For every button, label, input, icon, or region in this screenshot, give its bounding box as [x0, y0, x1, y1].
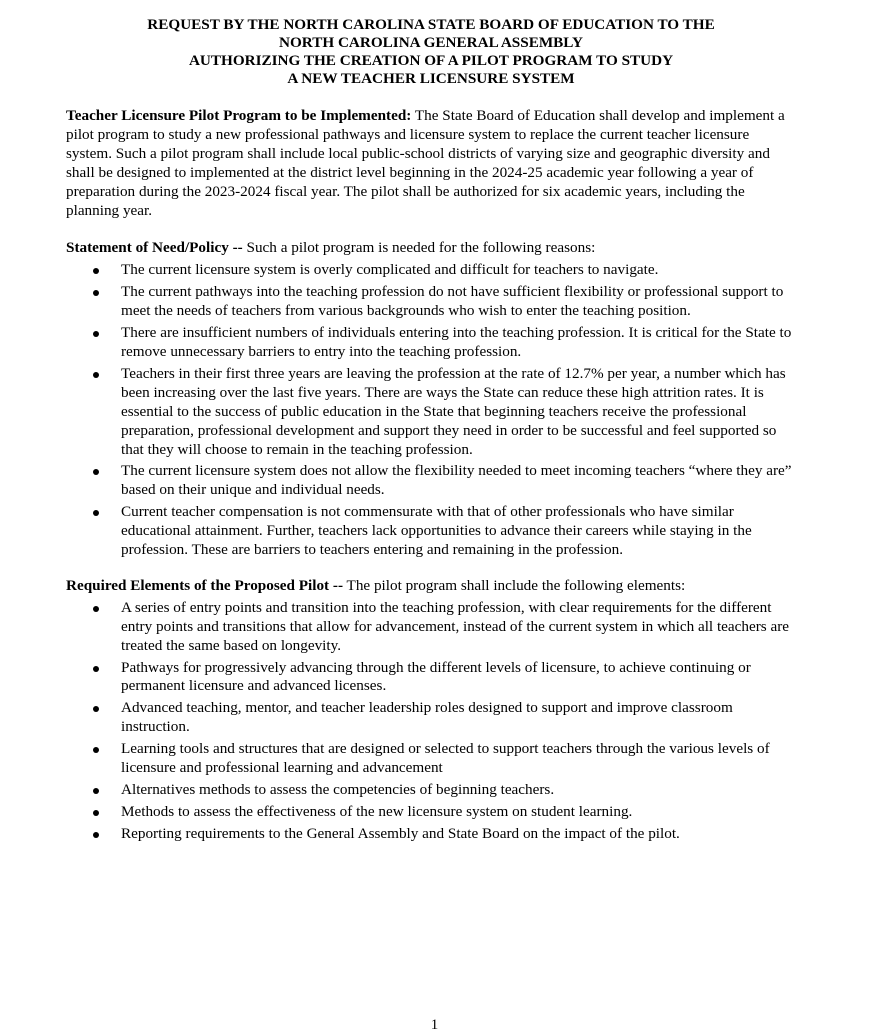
bullet-icon	[93, 268, 99, 274]
intro-lead: Teacher Licensure Pilot Program to be Implemented:	[66, 107, 412, 124]
list-item	[66, 462, 796, 500]
list-item-text: The current licensure system does not allow the flexibility needed to meet incoming teachers “where they are” based on their unique and individual needs.	[121, 462, 792, 499]
list-item	[66, 659, 796, 697]
list-item-text: Learning tools and structures that are designed or selected to support teachers through the various levels of licensure and professional learning and advancement	[121, 740, 770, 777]
bullet-icon	[93, 706, 99, 712]
title-line: A NEW TEACHER LICENSURE SYSTEM	[287, 70, 575, 87]
need-section	[66, 239, 796, 560]
list-item-text: The current pathways into the teaching profession do not have sufficient flexibility or professional support to meet the needs of teachers from various backgrounds who wish to enter the teaching position.	[121, 283, 784, 320]
bullet-icon	[93, 666, 99, 672]
list-item	[66, 740, 796, 778]
list-item-text: There are insufficient numbers of individuals entering into the teaching profession. It is critical for the State to remove unnecessary barriers to entry into the teaching profession.	[121, 324, 792, 360]
need-lead: Statement of Need/Policy --	[66, 239, 243, 257]
list-item-text: The current licensure system is overly complicated and difficult for teachers to navigate.	[121, 261, 659, 279]
list-item-text: Advanced teaching, mentor, and teacher leadership roles designed to support and improve classroom instruction.	[121, 699, 733, 736]
bullet-icon	[93, 832, 99, 838]
bullet-icon	[93, 810, 99, 816]
list-item	[66, 699, 796, 737]
elements-heading	[66, 577, 796, 596]
elements-list	[66, 599, 796, 844]
bullet-icon	[93, 747, 99, 753]
list-item	[66, 599, 796, 656]
need-intro-text: Such a pilot program is needed for the following reasons:	[242, 239, 596, 257]
bullet-icon	[93, 510, 99, 516]
list-item	[66, 324, 796, 362]
document-page	[66, 16, 796, 861]
elements-lead: Required Elements of the Proposed Pilot --	[66, 576, 344, 594]
elements-section	[66, 577, 796, 844]
list-item-text: Reporting requirements to the General Assembly and State Board on the impact of the pilot.	[121, 824, 680, 842]
list-item-text: Teachers in their first three years are leaving the profession at the rate of 12.7% per year, a number which has been increasing over the last five years. There are ways the State can reduce these high attrition rates. It is essential to the success of public education in the State that beginning teachers receive the professional preparation, professional development and support they need in order to be successful and feel supported so that they will choose to remain in the teaching profession.	[121, 364, 786, 458]
list-item-text: Methods to assess the effectiveness of the new licensure system on student learning.	[121, 802, 633, 820]
title-line: NORTH CAROLINA GENERAL ASSEMBLY	[279, 34, 583, 51]
need-list	[66, 261, 796, 560]
list-item	[66, 825, 796, 844]
title-line: AUTHORIZING THE CREATION OF A PILOT PROGRAM TO STUDY	[188, 52, 674, 69]
need-heading	[66, 239, 796, 258]
list-item	[66, 365, 796, 460]
bullet-icon	[93, 606, 99, 612]
title-line: REQUEST BY THE NORTH CAROLINA STATE BOARD OF EDUCATION TO THE	[147, 16, 715, 33]
bullet-icon	[93, 372, 99, 378]
bullet-icon	[93, 469, 99, 475]
list-item	[66, 261, 796, 280]
list-item-text: Alternatives methods to assess the competencies of beginning teachers.	[121, 781, 555, 798]
list-item	[66, 503, 796, 560]
list-item	[66, 283, 796, 321]
list-item	[66, 781, 796, 800]
list-item	[66, 803, 796, 822]
intro-text: The State Board of Education shall develop and implement a pilot program to study a new professional pathways and licensure system to replace the current teacher licensure system. Such a pilot program shall include local public-school districts of varying size and geographic diversity and shall be designed to implemented at the district level beginning in the 2024-25 academic year following a year of preparation during the 2023-2024 fiscal year. The pilot shall be authorized for six academic years, including the planning year.	[66, 107, 785, 219]
list-item-text: Pathways for progressively advancing through the different levels of licensure, to achieve continuing or permanent licensure and advanced licenses.	[121, 658, 751, 695]
bullet-icon	[93, 788, 99, 794]
bullet-icon	[93, 290, 99, 296]
list-item-text: A series of entry points and transition into the teaching profession, with clear requirements for the different entry points and transitions that allow for advancement, instead of the current system in which all teachers are treated the same based on longevity.	[121, 598, 790, 654]
list-item-text: Current teacher compensation is not commensurate with that of other professionals who have similar educational attainment. Further, teachers lack opportunities to advance their careers while staying in the profession. These are barriers to teachers entering and remaining in the profession.	[121, 503, 752, 559]
bullet-icon	[93, 331, 99, 337]
page-number: 1	[430, 1017, 439, 1033]
document-title	[66, 16, 796, 88]
intro-paragraph	[66, 107, 796, 220]
elements-intro-text: The pilot program shall include the following elements:	[343, 576, 686, 594]
